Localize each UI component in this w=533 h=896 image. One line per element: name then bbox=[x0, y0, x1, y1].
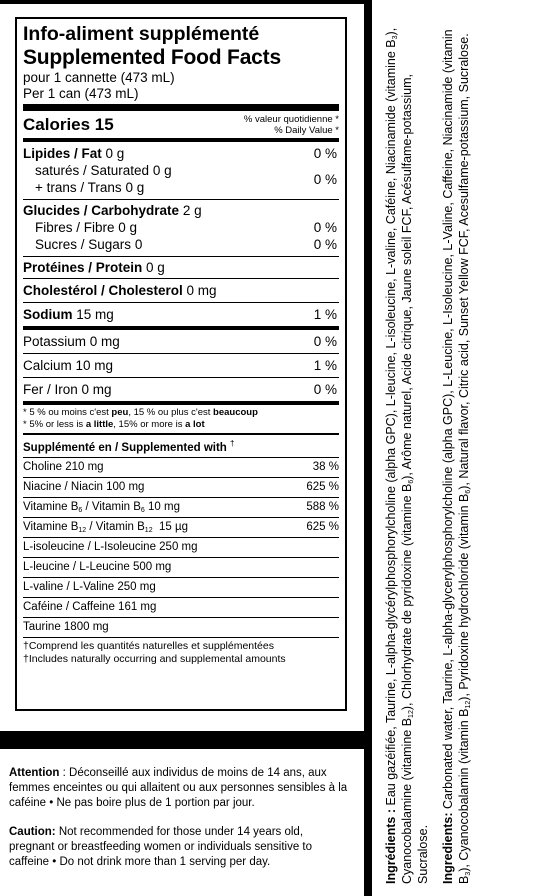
daily-value-header bbox=[244, 114, 339, 136]
label-part: Vitamine B bbox=[23, 500, 79, 513]
nutrient-dv: 0 % bbox=[313, 237, 337, 252]
footnote-bold: a little bbox=[85, 419, 114, 430]
dv-footnote-english bbox=[23, 419, 339, 431]
title-english: Supplemented Food Facts bbox=[23, 46, 281, 69]
nutrient-label: Fer / Iron bbox=[23, 382, 78, 397]
footnote-bold: beaucoup bbox=[213, 407, 258, 418]
ingredients-text: ), Cyanocobalamin (vitamin B bbox=[457, 708, 471, 872]
ingredients-text: ), Chlorhydrate de pyridoxine (vitamine B bbox=[400, 483, 414, 711]
supplement-label bbox=[23, 498, 180, 517]
ingredients-english bbox=[440, 14, 472, 884]
supplemented-header-text: Supplémenté en / Supplemented with bbox=[23, 441, 227, 454]
ingredients-text: ), Arôme naturel, Acide citrique, Jaune soleil FCF, Acésulfame-potassium, Sucralose. bbox=[400, 73, 430, 884]
title-french: Info-aliment supplémenté bbox=[23, 23, 260, 45]
nutrient-label: Lipides / Fat bbox=[23, 146, 102, 161]
divider-vertical bbox=[364, 0, 372, 896]
supplement-label: L-isoleucine / L-Isoleucine 250 mg bbox=[23, 540, 198, 553]
subscript: 12 bbox=[408, 710, 415, 718]
ingredients-text: ), Cyanocobalamine (vitamine B bbox=[384, 27, 414, 884]
supplement-label: Taurine 1800 mg bbox=[23, 620, 109, 633]
subscript: 12 bbox=[465, 700, 472, 709]
nutrient-row-calcium bbox=[23, 354, 339, 377]
nutrient-row-sodium bbox=[23, 303, 339, 326]
dagger-mark: † bbox=[230, 439, 235, 448]
nutrient-label: Protéines / Protein bbox=[23, 260, 143, 275]
nutrient-amount: 0 g bbox=[118, 220, 138, 235]
dv-footnote bbox=[23, 405, 339, 433]
supplement-row-isoleucine bbox=[23, 537, 339, 557]
nutrient-label: Cholestérol / Cholesterol bbox=[23, 283, 183, 298]
label-part: / Vitamin B bbox=[82, 500, 141, 513]
supplement-label: Choline 210 mg bbox=[23, 460, 104, 473]
nutrient-row-iron bbox=[23, 378, 339, 401]
ingredients-text: Carbonated water, Taurine, L-alpha-glycerylphosphorylcholine (alpha GPC), L-Leucine, L-Isoleucine, L-Valine, Caffeine, Niacinamide (vitamin B bbox=[441, 29, 471, 884]
nutrient-label: Potassium bbox=[23, 334, 87, 349]
warning-french bbox=[9, 766, 349, 811]
supplement-dv: 625 % bbox=[306, 520, 339, 533]
subscript: 12 bbox=[144, 526, 153, 534]
divider-horizontal bbox=[0, 731, 368, 749]
footnote-bold: a lot bbox=[185, 419, 205, 430]
dagger-note-french: †Comprend les quantités naturelles et supplémentées bbox=[23, 639, 274, 652]
label-part: / Vitamin B bbox=[86, 520, 145, 533]
supplement-dv: 38 % bbox=[312, 460, 339, 473]
calories-row bbox=[23, 111, 339, 138]
warning-text: : Déconseillé aux individus de moins de 14 ans, aux femmes enceintes ou qui allaitent ou aux personnes sensibles à la caféine • Ne pas boire plus de 1 portion par jour. bbox=[9, 767, 348, 809]
nutrient-label: saturés / Saturated bbox=[35, 163, 150, 178]
warning-english bbox=[9, 825, 349, 870]
label-part: 10 mg bbox=[144, 500, 180, 513]
ingredients-french bbox=[383, 14, 431, 884]
nutrient-amount: 0 g bbox=[125, 180, 145, 195]
label-part: Vitamine B bbox=[23, 520, 79, 533]
nutrient-amount: 0 mg bbox=[186, 283, 217, 298]
nutrient-dv: 0 % bbox=[313, 220, 337, 235]
supplement-row-valine bbox=[23, 577, 339, 597]
supplement-dv: 588 % bbox=[306, 500, 339, 513]
subscript: 6 bbox=[465, 489, 472, 494]
nutrient-amount: 0 mg bbox=[89, 334, 120, 349]
dv-header-english: % Daily Value * bbox=[274, 124, 339, 136]
footnote-text: * 5 % ou moins c'est bbox=[23, 407, 112, 418]
nutrient-row-potassium bbox=[23, 330, 339, 353]
nutrient-row-fibre bbox=[23, 219, 339, 236]
nutrient-amount: 0 g bbox=[146, 260, 165, 275]
warning-label: Attention bbox=[9, 767, 60, 779]
nutrient-amount: 15 mg bbox=[76, 307, 114, 322]
supplement-row-caffeine bbox=[23, 597, 339, 617]
supplement-label: L-valine / L-Valine 250 mg bbox=[23, 580, 156, 593]
dv-footnote-french bbox=[23, 407, 339, 419]
dagger-note-english: †Includes naturally occurring and supplemental amounts bbox=[23, 652, 286, 665]
nutrient-row-trans bbox=[35, 179, 172, 196]
footnote-text: * 5% or less is bbox=[23, 419, 86, 430]
supplemented-header bbox=[23, 435, 339, 457]
nutrition-facts-panel bbox=[15, 17, 347, 711]
carb-group bbox=[23, 200, 339, 253]
serving-english: Per 1 can (473 mL) bbox=[23, 86, 139, 101]
nutrient-label: Sucres / Sugars bbox=[35, 237, 132, 252]
nutrient-amount: 0 mg bbox=[81, 382, 112, 397]
supplement-row-choline bbox=[23, 457, 339, 477]
supplement-label: L-leucine / L-Leucine 500 mg bbox=[23, 560, 172, 573]
calories-label: Calories 15 bbox=[23, 114, 114, 134]
supplement-label bbox=[23, 518, 188, 537]
thick-rule bbox=[23, 104, 339, 111]
subscript: 12 bbox=[78, 526, 87, 534]
nutrient-label: + trans / Trans bbox=[35, 180, 122, 195]
nutrient-amount: 0 g bbox=[152, 163, 172, 178]
fat-group bbox=[23, 142, 339, 196]
subscript: 3 bbox=[392, 35, 399, 40]
nutrient-row-protein bbox=[23, 257, 339, 278]
nutrient-label: Sodium bbox=[23, 307, 73, 322]
supplement-row-vitamin-b6 bbox=[23, 497, 339, 517]
nutrient-amount: 10 mg bbox=[75, 358, 114, 373]
nutrient-row-cholesterol bbox=[23, 279, 339, 302]
serving-french: pour 1 cannette (473 mL) bbox=[23, 70, 175, 85]
nutrient-row-saturated bbox=[35, 162, 172, 179]
footnote-text: , 15 % ou plus c'est bbox=[128, 407, 214, 418]
supplement-row-leucine bbox=[23, 557, 339, 577]
nutrient-dv: 1 % bbox=[313, 307, 337, 322]
nutrient-amount: 0 bbox=[134, 237, 143, 252]
ingredients-text: ), Natural flavor, Citric acid, Sunset Yellow FCF, Acesulfame-potassium, Sucralose. bbox=[457, 33, 471, 490]
subscript: 6 bbox=[140, 506, 145, 514]
footnote-text: , 15% or more is bbox=[113, 419, 186, 430]
warning-text: Not recommended for those under 14 years old, pregnant or breastfeeding women or individuals sensitive to caffeine • Do not drink more than 1 serving per day. bbox=[9, 826, 313, 868]
dv-header-french: % valeur quotidienne * bbox=[243, 113, 339, 125]
dagger-note bbox=[23, 638, 339, 666]
nutrient-dv: 0 % bbox=[313, 146, 337, 161]
ingredients-label: Ingredients: bbox=[441, 812, 455, 884]
ingredients-text: Eau gazéifiée, Taurine, L-alpha-glycérylphosphorylcholine (alpha GPC), L-leucine, L-isoleucine, L-valine, Caféine, Niacinamide (vitamine B bbox=[384, 39, 398, 809]
nutrient-row-carbohydrate bbox=[23, 202, 339, 219]
nutrient-label: Fibres / Fibre bbox=[35, 220, 115, 235]
warning-label: Caution: bbox=[9, 826, 56, 838]
nutrient-dv: 1 % bbox=[313, 358, 337, 373]
ingredients-label: Ingrédients : bbox=[384, 808, 398, 884]
footnote-bold: peu bbox=[111, 407, 129, 418]
supplement-label: Niacine / Niacin 100 mg bbox=[23, 480, 145, 493]
label-part: 15 µg bbox=[152, 520, 188, 533]
nutrient-row-sugars bbox=[23, 236, 339, 253]
ingredients-section bbox=[383, 14, 481, 884]
supplement-row-niacin bbox=[23, 477, 339, 497]
warnings-section bbox=[9, 766, 349, 884]
subscript: 3 bbox=[465, 871, 472, 876]
nutrient-label: Calcium bbox=[23, 358, 72, 373]
top-border bbox=[0, 0, 368, 4]
ingredients-text: ), Pyridoxine hydrochloride (vitamin B bbox=[457, 493, 471, 701]
nutrient-label: Glucides / Carbohydrate bbox=[23, 203, 180, 218]
subscript: 6 bbox=[78, 506, 83, 514]
nutrient-amount: 0 g bbox=[105, 146, 125, 161]
nutrient-row-fat bbox=[23, 145, 339, 162]
fat-sub-group bbox=[23, 162, 339, 196]
nutrient-dv: 0 % bbox=[313, 334, 337, 349]
supplement-row-taurine bbox=[23, 617, 339, 637]
nutrient-dv: 0 % bbox=[313, 171, 337, 187]
supplement-label: Caféine / Caffeine 161 mg bbox=[23, 600, 157, 613]
supplement-row-vitamin-b12 bbox=[23, 517, 339, 537]
nutrient-dv: 0 % bbox=[313, 382, 337, 397]
nutrient-amount: 2 g bbox=[182, 203, 202, 218]
subscript: 6 bbox=[408, 479, 415, 484]
supplement-dv: 625 % bbox=[306, 480, 339, 493]
